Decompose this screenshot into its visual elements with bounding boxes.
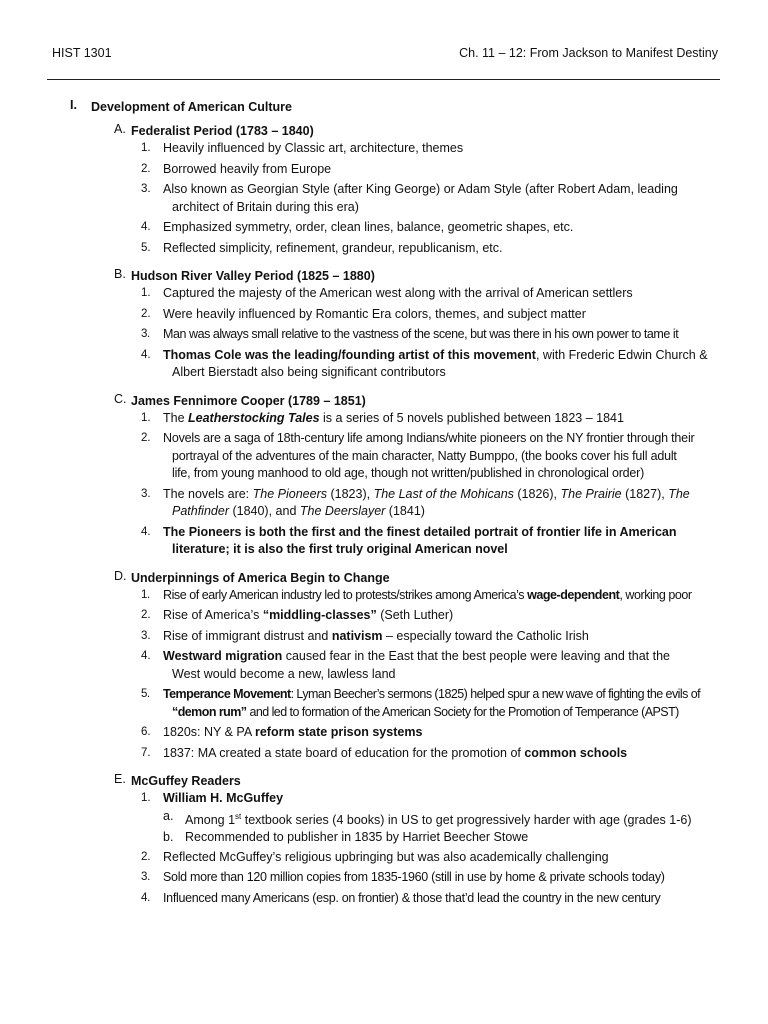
list-item	[141, 524, 721, 559]
item-number: 1.	[141, 411, 151, 424]
book-title: Pathfinder	[172, 504, 229, 518]
list-item	[141, 648, 721, 683]
section-title: Federalist Period (1783 – 1840)	[131, 124, 314, 138]
list-item	[141, 240, 721, 258]
item-text: textbook series (4 books) in US to get progressively harder with age (grades 1-6)	[241, 812, 692, 827]
item-text: Among 1	[185, 812, 236, 827]
list-item	[141, 430, 721, 483]
item-text-bold: Temperance Movement	[163, 687, 291, 701]
item-text: Man was always small relative to the vastness of the scene, but was there in his own power to tame it	[163, 327, 679, 341]
item-text: 1837: MA created a state board of education for the promotion of	[163, 745, 525, 760]
item-text: (1827),	[621, 486, 669, 501]
sub-item	[163, 829, 721, 846]
item-number: 6.	[141, 726, 151, 738]
list-item	[141, 486, 721, 521]
outline-title: Development of American Culture	[91, 100, 292, 114]
item-text: Were heavily influenced by Romantic Era colors, themes, and subject matter	[163, 306, 586, 321]
item-text: Also known as Georgian Style (after King George) or Adam Style (after Robert Adam, leading	[163, 182, 678, 196]
item-text-bold: reform state prison systems	[254, 725, 423, 739]
item-text: caused fear in the East that the best people were leaving and that the	[282, 649, 670, 663]
list-item	[141, 326, 721, 344]
superscript: st	[235, 811, 242, 821]
item-text: Recommended to publisher in 1835 by Harriet Beecher Stowe	[185, 829, 529, 844]
item-number: 2.	[141, 432, 151, 444]
item-text: (1841)	[385, 504, 425, 518]
item-text-bold: wage-dependent	[527, 587, 620, 602]
item-text-continued: architect of Britain during this era)	[172, 199, 359, 214]
section-federalist	[114, 122, 768, 257]
section-title: McGuffey Readers	[131, 774, 241, 788]
item-number: 4.	[141, 650, 151, 662]
item-text-bold: Westward migration	[163, 649, 283, 663]
book-title: The Last of the Mohicans	[373, 486, 514, 501]
list-item	[141, 161, 721, 179]
item-text: – especially toward the Catholic Irish	[382, 628, 589, 643]
item-text: Rise of early American industry led to protests/strikes among America’s	[163, 587, 528, 602]
list-item	[141, 607, 721, 625]
item-text-bold: nativism	[331, 628, 383, 643]
item-text: , with Frederic Edwin Church &	[535, 347, 708, 362]
book-title: The Pioneers	[252, 486, 327, 501]
item-number: 2.	[141, 609, 151, 621]
item-text-continued: West would become a new, lawless land	[172, 666, 396, 681]
item-text: Captured the majesty of the American west along with the arrival of American settlers	[163, 286, 633, 300]
item-number: 3.	[141, 629, 151, 642]
item-text: (1840), and	[228, 504, 300, 518]
item-text-continued: portrayal of the adventures of the main character, Natty Bumppo, (the books cover his full adult	[172, 448, 677, 463]
list-item	[141, 628, 721, 646]
item-text: Rise of America’s	[163, 608, 263, 622]
course-code: HIST 1301	[52, 46, 112, 60]
item-text: Rise of immigrant distrust and	[163, 628, 332, 643]
item-number: 5.	[141, 688, 150, 700]
item-text: Sold more than 120 million copies from 1835-1960 (still in use by home & private schools today)	[163, 870, 665, 885]
sub-item	[163, 808, 721, 829]
section-letter: E.	[114, 772, 126, 786]
section-title: James Fennimore Cooper (1789 – 1851)	[131, 393, 366, 408]
item-text: 1820s: NY & PA	[163, 725, 255, 739]
item-number: 2.	[141, 307, 151, 320]
list-item	[141, 181, 721, 216]
page-header	[52, 46, 718, 64]
item-number: 1.	[141, 792, 151, 804]
item-text: (Seth Luther)	[376, 608, 454, 622]
item-text: , working poor	[619, 587, 692, 602]
item-number: 3.	[141, 328, 150, 340]
list-item	[141, 745, 721, 763]
section-letter: B.	[114, 267, 126, 281]
item-text-continued: life, from young manhood to old age, though not written/published in chronological order)	[172, 466, 645, 480]
item-number: 1.	[141, 142, 151, 154]
item-text-continued: literature; it is also the first truly original American novel	[172, 542, 508, 556]
list-item	[141, 686, 721, 721]
roman-numeral: I.	[70, 98, 77, 112]
book-title: Leatherstocking Tales	[188, 410, 320, 425]
item-number: 2.	[141, 162, 151, 175]
list-item	[141, 306, 721, 324]
item-text-bold: The Pioneers is both the first and the finest detailed portrait of frontier life in American	[163, 524, 677, 539]
item-number: 1.	[141, 588, 150, 601]
item-text: Emphasized symmetry, order, clean lines, balance, geometric shapes, etc.	[163, 220, 574, 234]
section-letter: C.	[114, 391, 127, 406]
item-number: 1.	[141, 287, 151, 299]
item-number: 4.	[141, 891, 150, 904]
item-number: 4.	[141, 221, 151, 233]
item-text: and led to formation of the American Society for the Promotion of Temperance (APST)	[246, 704, 679, 719]
item-text: : Lyman Beecher’s sermons (1825) helped spur a new wave of fighting the evils of	[290, 687, 701, 701]
list-item	[141, 849, 721, 867]
section-hudson-river	[114, 267, 768, 382]
sub-item-letter: b.	[163, 829, 174, 844]
section-underpinnings	[114, 568, 768, 763]
header-rule	[47, 79, 720, 80]
item-text: Novels are a saga of 18th-century life among Indians/white pioneers on the NY frontier through their	[163, 431, 695, 445]
item-number: 2.	[141, 850, 151, 863]
list-item	[141, 285, 721, 303]
item-text-bold: Thomas Cole was the leading/founding artist of this movement	[163, 347, 536, 362]
item-text: (1826),	[513, 486, 561, 501]
item-number: 3.	[141, 487, 151, 500]
section-letter: D.	[114, 568, 127, 583]
item-text-bold: common schools	[524, 745, 628, 760]
list-item	[141, 140, 721, 158]
book-title: The	[668, 486, 690, 501]
item-text-bold: “middling-classes”	[262, 608, 377, 622]
item-text-continued: Albert Bierstadt also being significant contributors	[172, 365, 446, 379]
item-number: 4.	[141, 525, 151, 538]
list-item	[141, 790, 721, 846]
section-title: Hudson River Valley Period (1825 – 1880)	[131, 269, 375, 283]
section-cooper	[114, 391, 768, 559]
sub-item-letter: a.	[163, 808, 174, 823]
list-item	[141, 890, 721, 908]
chapter-title: Ch. 11 – 12: From Jackson to Manifest Destiny	[459, 46, 718, 60]
item-text-bold: William H. McGuffey	[163, 791, 284, 805]
item-number: 5.	[141, 241, 151, 254]
book-title: The Deerslayer	[299, 504, 386, 518]
item-text: Borrowed heavily from Europe	[163, 161, 332, 176]
item-text: Influenced many Americans (esp. on frontier) & those that’d lead the country in the new century	[163, 890, 661, 905]
list-item	[141, 347, 721, 382]
section-mcguffey	[114, 772, 768, 907]
item-text: Reflected simplicity, refinement, grandeur, republicanism, etc.	[163, 240, 503, 255]
item-number: 3.	[141, 183, 151, 195]
outline	[0, 98, 768, 917]
item-number: 7.	[141, 746, 151, 759]
section-title: Underpinnings of America Begin to Change	[131, 570, 390, 585]
section-letter: A.	[114, 122, 126, 136]
item-text: Heavily influenced by Classic art, architecture, themes	[163, 141, 464, 155]
item-number: 3.	[141, 871, 150, 884]
item-text: The novels are:	[163, 486, 253, 501]
item-text: The	[163, 410, 189, 425]
item-text: (1823),	[327, 486, 374, 501]
list-item	[141, 219, 721, 237]
item-text: Reflected McGuffey’s religious upbringing but was also academically challenging	[163, 849, 609, 864]
list-item	[141, 869, 721, 887]
item-text-bold: “demon rum”	[172, 704, 247, 719]
book-title: The Prairie	[560, 486, 622, 501]
list-item	[141, 724, 721, 742]
item-number: 4.	[141, 348, 151, 361]
item-text: is a series of 5 novels published between 1823 – 1841	[319, 410, 624, 425]
list-item	[141, 410, 721, 428]
list-item	[141, 587, 721, 605]
